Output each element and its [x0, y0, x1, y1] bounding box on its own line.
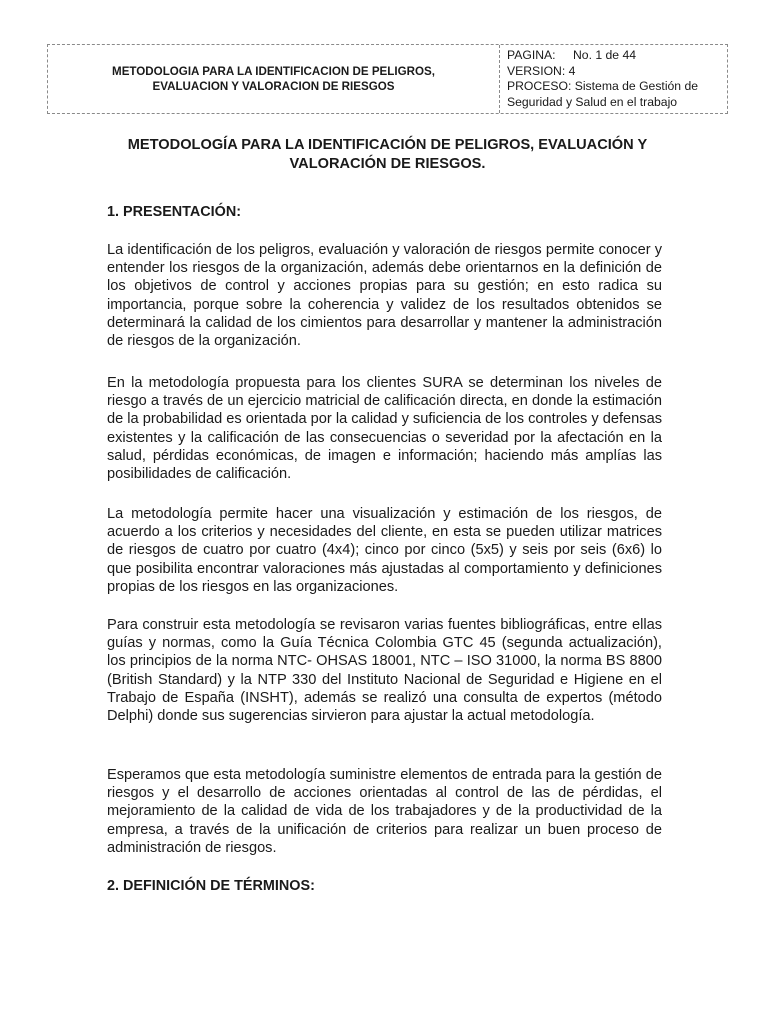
page-label: PAGINA: — [507, 48, 556, 62]
header-title — [48, 45, 500, 113]
page-value: No. 1 de 44 — [573, 48, 637, 62]
process-line2: Seguridad y Salud en el trabajo — [507, 94, 678, 109]
paragraph: La metodología permite hacer una visualización y estimación de los riesgos, de acuerdo a los criterios y necesidades del cliente, en esta se pueden utilizar matrices de riesgos de cuatro por cuatro (4x4); cinco por cinco (5x5) y seis por seis (6x6) lo que posibilita encontrar valoraciones más ajustadas al comportamiento y definiciones propias de los riesgos en las organizaciones. — [107, 506, 662, 595]
page-number — [507, 48, 727, 64]
paragraph: Esperamos que esta metodología suministre elementos de entrada para la gestión de riesgos y el desarrollo de acciones orientadas al control de las de pérdidas, el mejoramiento de la calidad de vida de los trabajadores y de la productividad de la empresa, a través de la unificación de criterios para realizar un buen proceso de administración de riesgos. — [107, 767, 662, 856]
version-label: VERSION: 4 — [507, 63, 576, 78]
process-line1: PROCESO: Sistema de Gestión de — [507, 79, 699, 94]
document-title-line2: VALORACIÓN DE RIESGOS. — [289, 156, 486, 172]
document-title — [100, 136, 675, 174]
document-title-line1: METODOLOGÍA PARA LA IDENTIFICACIÓN DE PELIGROS, EVALUACIÓN Y — [127, 137, 648, 153]
paragraph: En la metodología propuesta para los clientes SURA se determinan los niveles de riesgo a través de un ejercicio matricial de calificación directa, en donde la estimación de la probabilidad es orientada por la calidad y suficiencia de los controles y defensas existentes y la calificación de las consecuencias o severidad por la afectación en la salud, pérdidas económicas, de imagen e información; haciendo más amplías las posibilidades de calificación. — [107, 375, 662, 483]
paragraph: La identificación de los peligros, evaluación y valoración de riesgos permite conocer y entender los riesgos de la organización, además debe orientarnos en la definición de los objetivos de control y acciones propias para su gestión; en esto radica su importancia, porque sobre la coherencia y validez de los resultados obtenidos se determinará la calidad de los cimientos para desarrollar y mantener la administración de riesgos de la organización. — [107, 242, 662, 350]
header-meta — [500, 45, 727, 113]
section-heading-definicion: 2. DEFINICIÓN DE TÉRMINOS: — [107, 878, 315, 894]
paragraph: Para construir esta metodología se revisaron varias fuentes bibliográficas, entre ellas guías y normas, como la Guía Técnica Colombia GTC 45 (segunda actualización), los principios de la norma NTC- OHSAS 18001, NTC – ISO 31000, la norma BS 8800 (British Standard) y la NTP 330 del Instituto Nacional de Seguridad e Higiene en el Trabajo de España (INSHT), además se realizó una consulta de expertos (método Delphi) donde sus sugerencias sirvieron para ajustar la actual metodología. — [107, 617, 662, 725]
header-title-line1: METODOLOGIA PARA LA IDENTIFICACION DE PELIGROS, — [112, 65, 435, 78]
section-heading-presentacion: 1. PRESENTACIÓN: — [107, 204, 242, 220]
document-header — [47, 44, 728, 114]
header-title-line2: EVALUACION Y VALORACION DE RIESGOS — [152, 80, 395, 93]
